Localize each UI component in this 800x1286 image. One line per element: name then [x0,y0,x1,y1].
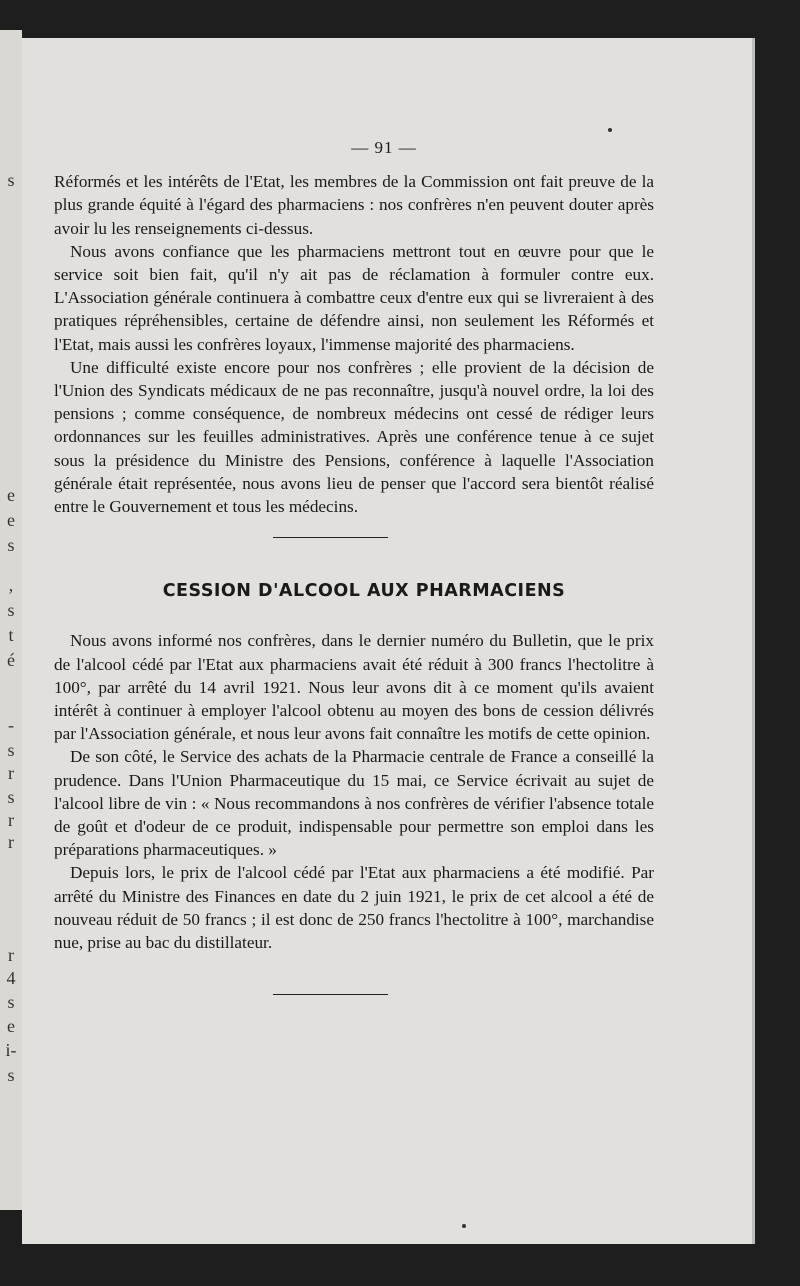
margin-fragment: e [7,485,15,505]
paragraph: Depuis lors, le prix de l'alcool cédé par l'Etat aux pharmaciens a été modifié. Par arrêté du Ministre des Finances en date du 2 juin 1921, le prix de cet alcool a été de nouveau réduit de 50 francs ; il est donc de 250 francs l'hectolitre à 100°, marchandise nue, prise au bac du distillateur. [54,863,654,953]
adjacent-page-edge [0,30,22,1210]
section-heading: CESSION D'ALCOOL AUX PHARMACIENS [162,581,566,602]
paragraph: Nous avons informé nos confrères, dans le dernier numéro du Bulletin, que le prix de l'alcool cédé par l'Etat aux pharmaciens avait été réduit à 300 francs l'hectolitre à 100°, par arrêté du 14 avril 1921. Nous leur avons dit à ce moment qu'ils avaient intérêt à continuer à employer l'alcool obtenu au moyen des bons de cession délivrés par l'Association générale, et nous leur avons fait connaître les motifs de cette opinion. [54,631,654,744]
margin-fragment: t [8,625,14,645]
margin-fragment: e [7,510,15,530]
margin-fragment: r [8,763,14,783]
paragraph: Nous avons confiance que les pharmaciens mettront tout en œuvre pour que le service soit bien fait, qu'il n'y ait pas de réclamation à formuler contre eux. L'Association générale continuera à combattre ceux d'entre eux qui se livreraient à des pratiques répréhensibles, certaine de défendre ainsi, non seulement les Réformés et l'Etat, mais aussi les confrères loyaux, l'immense majorité des pharmaciens. [54,241,654,354]
margin-fragment: e [7,1016,15,1036]
paragraph: Une difficulté existe encore pour nos confrères ; elle provient de la décision de l'Union des Syndicats médicaux de ne pas reconnaître, jusqu'à nouvel ordre, la loi des pensions ; comme conséquence, de nombreux médecins ont cessé de rédiger leurs ordonnances sur les feuilles administratives. Après une conférence tenue à ce sujet sous la présidence du Ministre des Pensions, conférence à laquelle l'Association générale était représentée, nous avons lieu de penser que l'accord sera bientôt réalisé entre le Gouvernement et tous les médecins. [54,357,654,517]
margin-fragment: s [7,170,15,190]
margin-fragment: s [7,1065,15,1085]
section-divider [273,537,388,538]
speck-mark [462,1224,466,1228]
margin-fragment: s [7,787,15,807]
margin-fragment: 4 [6,968,16,988]
margin-fragment: s [7,992,15,1012]
margin-fragment: r [8,810,14,830]
margin-fragment: s [7,740,15,760]
margin-fragment: é [7,650,15,670]
page-content [54,136,654,995]
page-number: — 91 — [351,138,417,157]
margin-fragment: , [8,575,14,595]
document-page [22,38,752,1244]
margin-fragment: - [8,715,14,735]
margin-fragment: r [8,832,14,852]
margin-fragment: s [7,535,15,555]
margin-fragment: i- [5,1040,17,1060]
paragraph: De son côté, le Service des achats de la Pharmacie centrale de France a conseillé la prudence. Dans l'Union Pharmaceutique du 15 mai, ce Service écrivait au sujet de l'alcool libre de vin : « Nous recommandons à nos confrères de vérifier l'absence totale de goût et d'odeur de ce produit, indispensable pour permettre son emploi dans les préparations pharmaceutiques. » [54,747,654,860]
speck-mark [608,128,612,132]
paragraph: Réformés et les intérêts de l'Etat, les membres de la Commission ont fait preuve de la plus grande équité à l'égard des pharmaciens : nos confrères n'en peuvent douter après avoir lu les renseignements ci-dessus. [54,172,654,238]
margin-fragment: s [7,600,15,620]
margin-fragment: r [8,945,14,965]
section-divider [273,994,388,995]
